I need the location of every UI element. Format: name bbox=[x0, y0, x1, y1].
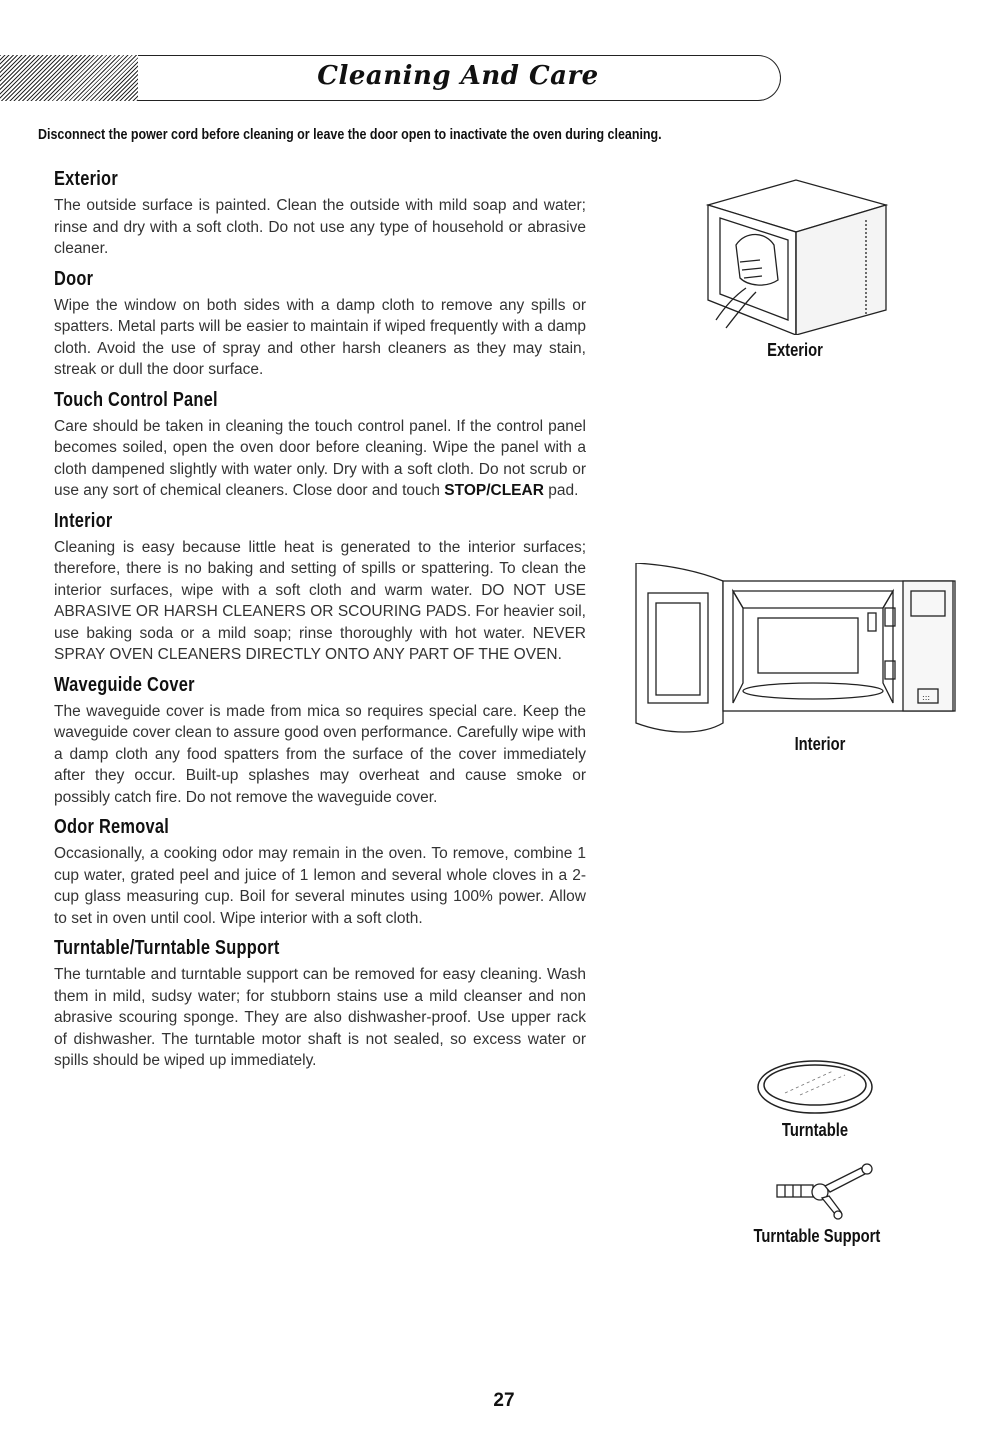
section-touch-control-panel bbox=[54, 389, 586, 502]
section-body: The outside surface is painted. Clean the outside with mild soap and water; rinse and dry with a soft cloth. Do not use any type of household or abrasive cleaner. bbox=[54, 197, 586, 257]
section-heading: Door bbox=[54, 267, 94, 290]
section-heading: Touch Control Panel bbox=[54, 388, 218, 411]
turntable-support-illustration bbox=[775, 1160, 885, 1220]
section-heading: Interior bbox=[54, 509, 113, 532]
figure-caption-interior: Interior bbox=[794, 734, 846, 754]
svg-text::::: ::: bbox=[922, 693, 931, 702]
body-text: Care should be taken in cleaning the touch control panel. If the control panel becomes soiled, open the oven door before cleaning. Wipe the panel with a cloth dampened slightly with water only. Dry with a soft cloth. Do not scrub or use any sort of chemical cleaners. Close door and touch bbox=[54, 417, 586, 499]
section-heading: Turntable/Turntable Support bbox=[54, 937, 280, 959]
header-hatch-pattern bbox=[0, 55, 138, 101]
section-body: Cleaning is easy because little heat is generated to the interior surfaces; therefore, there is no baking and setting of spills or spattering. To clean the interior surfaces, wipe with a soft cloth and warm water. DO NOT USE ABRASIVE OR HARSH CLEANERS OR SCOURING PADS. For heavier soil, use baking soda or a mild soap; rinse thoroughly with hot water. NEVER SPRAY OVEN CLEANERS DIRECTLY ONTO ANY PART OF THE OVEN. bbox=[54, 538, 586, 663]
section-door bbox=[54, 268, 586, 381]
section-waveguide-cover bbox=[54, 674, 586, 809]
section-interior bbox=[54, 510, 586, 666]
main-content bbox=[54, 168, 586, 1080]
figure-caption-turntable: Turntable bbox=[781, 1120, 849, 1140]
figure-caption-exterior: Exterior bbox=[767, 340, 823, 360]
section-heading: Odor Removal bbox=[54, 816, 170, 838]
page-header bbox=[0, 55, 790, 101]
figure-caption-turntable-support: Turntable Support bbox=[753, 1226, 881, 1246]
section-body: Occasionally, a cooking odor may remain in the oven. To remove, combine 1 cup water, grated peel and juice of 1 lemon and several whole cloves in a 2-cup glass measuring cup. Boil for several minutes using 100% power. Allow to set in oven until cool. Wipe interior with a soft cloth. bbox=[54, 845, 586, 927]
stop-clear-pad-label: STOP/CLEAR bbox=[444, 482, 544, 499]
section-heading: Waveguide Cover bbox=[54, 673, 195, 696]
section-body: The waveguide cover is made from mica so requires special care. Keep the waveguide cover clean to assure good oven performance. Carefully wipe with a damp cloth any food spatters from the surface of the cover immediately after they occur. Built-up splashes may overheat and cause smoke or possibly catch fire. Do not remove the waveguide cover. bbox=[54, 702, 586, 806]
section-body: The turntable and turntable support can be removed for easy cleaning. Wash them in mild, sudsy water; for stubborn stains use a mild cleanser and non abrasive scouring sponge. They are also dishwasher-proof. Use upper rack of dishwasher. The turntable motor shaft is not sealed, so excess water or spills should be wiped up immediately. bbox=[54, 966, 586, 1069]
section-odor-removal bbox=[54, 816, 586, 929]
safety-warning: Disconnect the power cord before cleaning or leave the door open to inactivate the oven during cleaning. bbox=[38, 127, 662, 143]
section-heading: Exterior bbox=[54, 168, 118, 190]
exterior-cleaning-illustration bbox=[696, 170, 896, 335]
section-body: Wipe the window on both sides with a damp cloth to remove any spills or spatters. Metal parts will be easier to maintain if wiped frequently with a damp cloth. Avoid the use of spray and other harsh cleaners as they may stain, streak or dull the door surface. bbox=[54, 296, 586, 378]
section-body bbox=[54, 416, 586, 502]
page-title: Cleaning And Care bbox=[317, 61, 599, 91]
section-turntable bbox=[54, 937, 586, 1072]
body-text: pad. bbox=[543, 482, 579, 499]
turntable-illustration bbox=[755, 1057, 875, 1117]
page-number: 27 bbox=[493, 1390, 515, 1411]
interior-open-oven-illustration bbox=[628, 563, 963, 738]
section-exterior bbox=[54, 168, 586, 260]
